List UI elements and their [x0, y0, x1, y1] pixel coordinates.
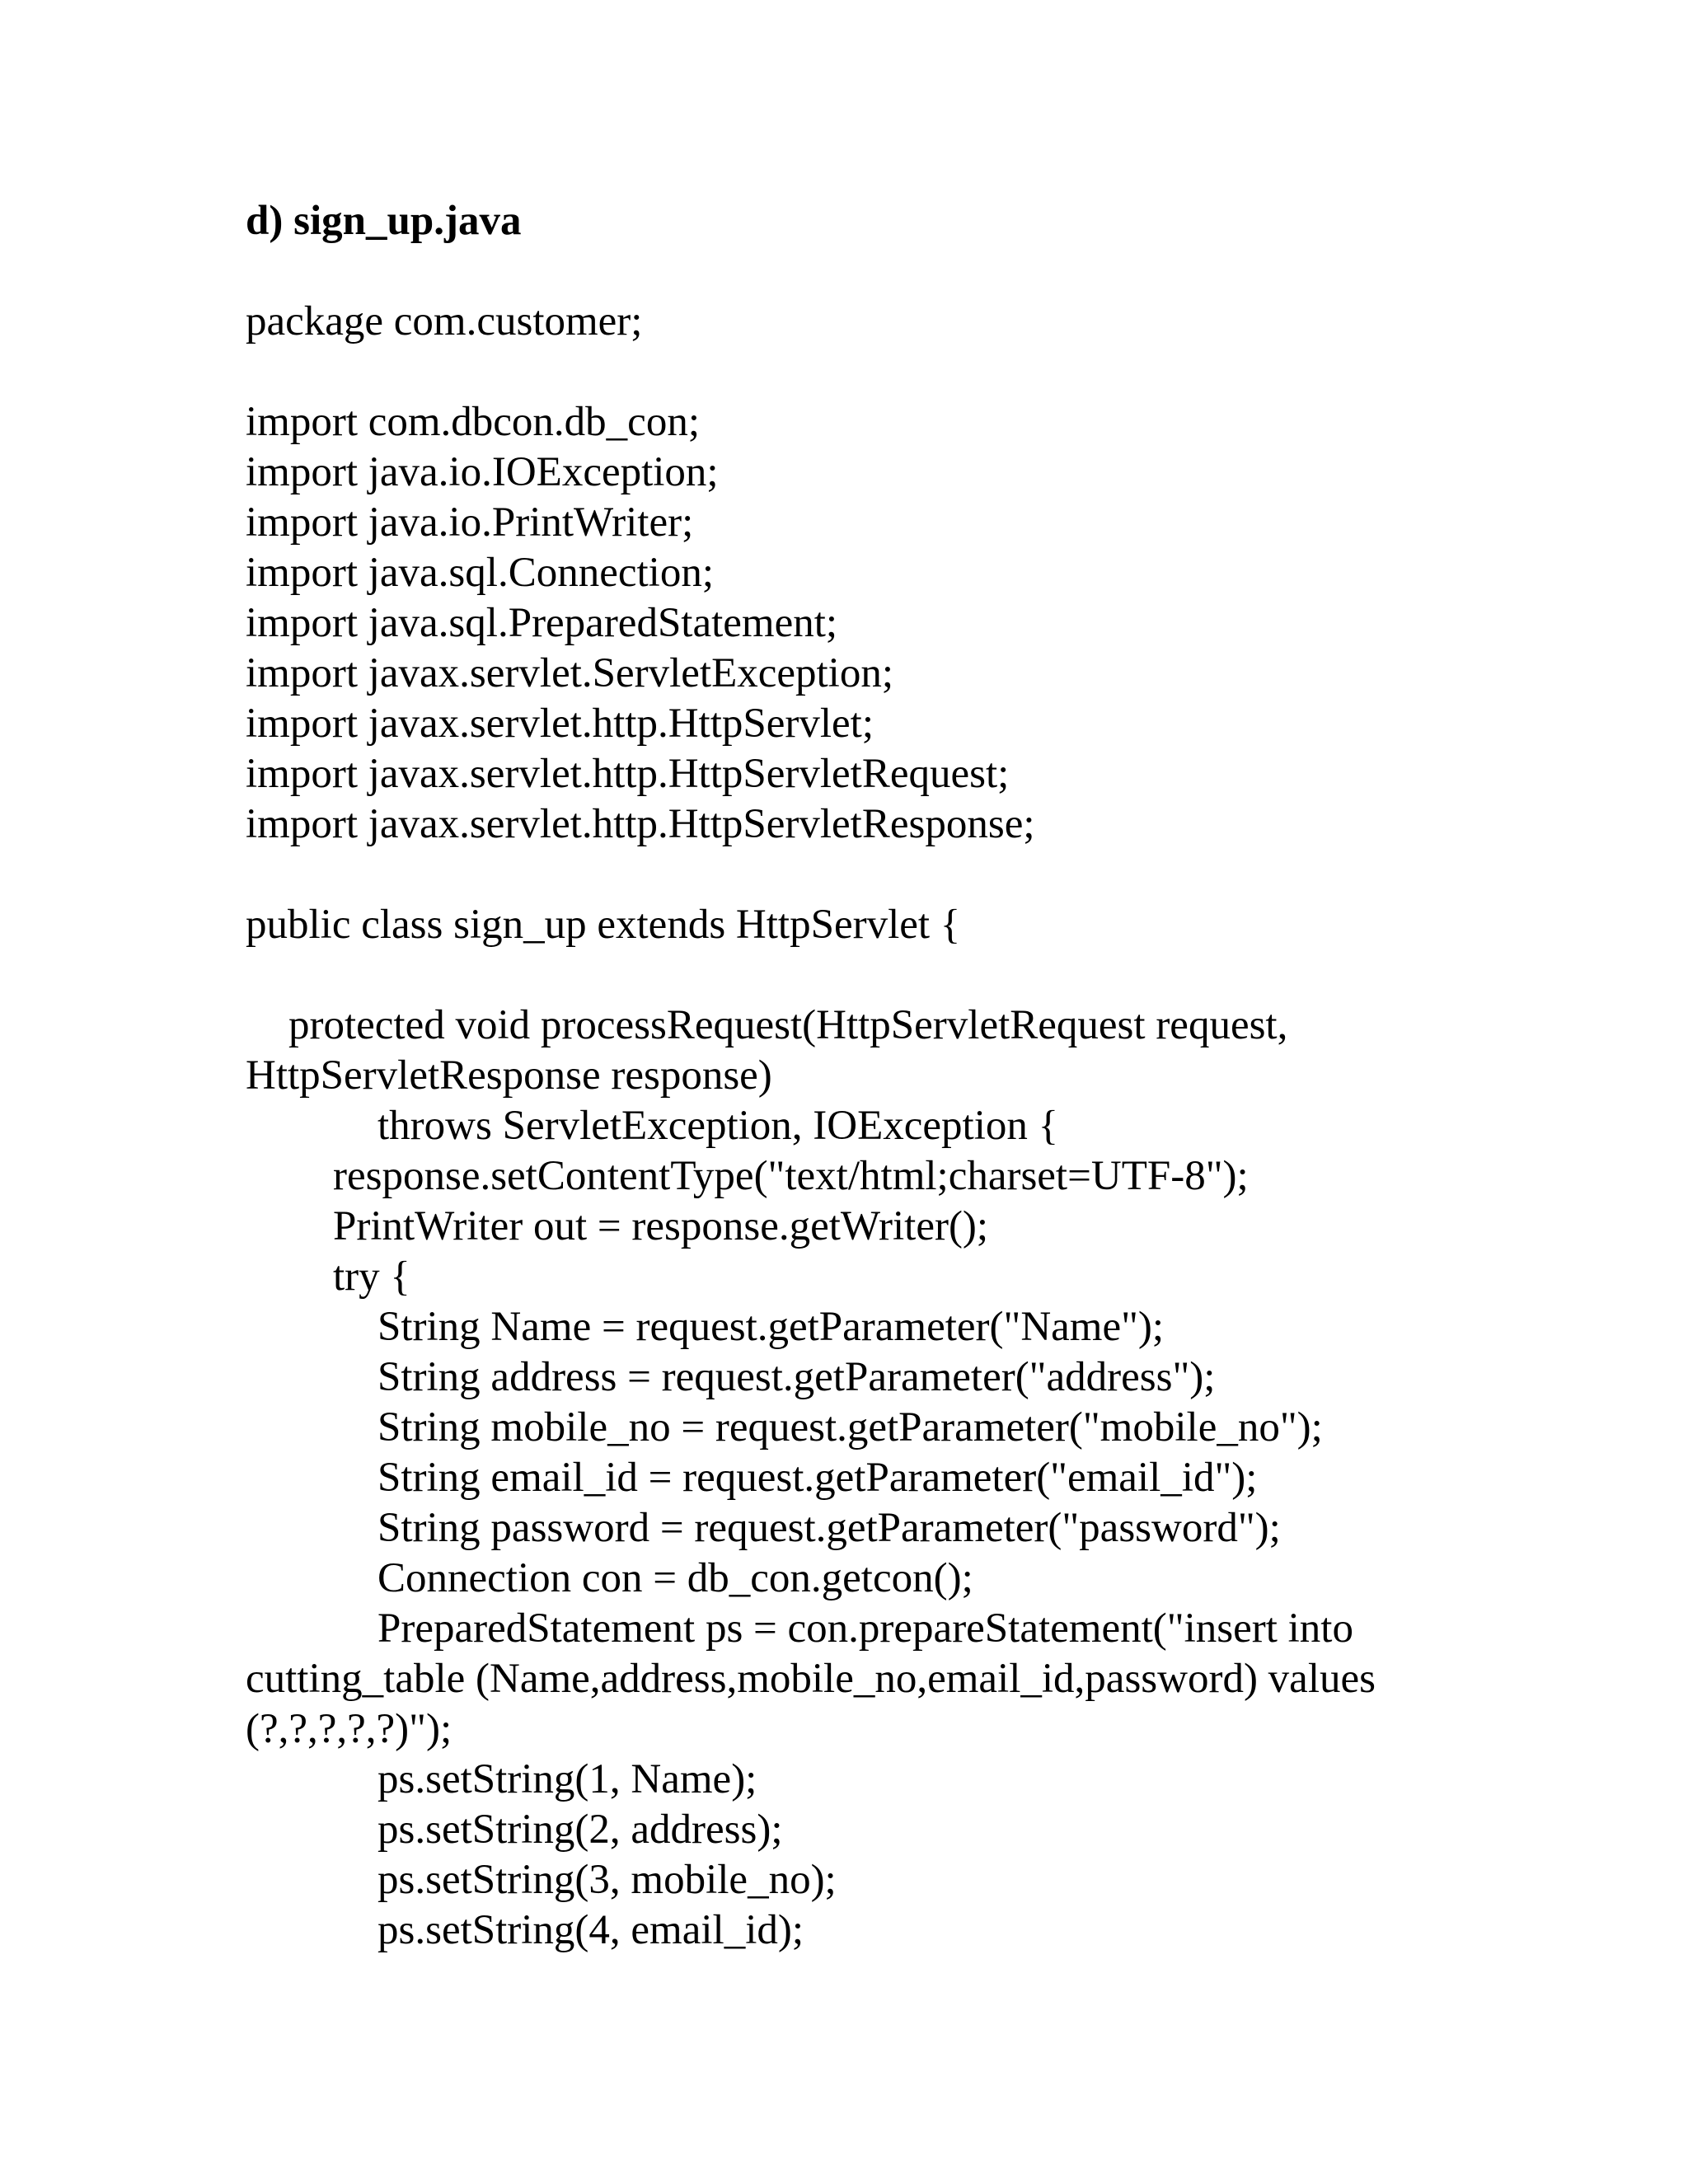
blank-line — [246, 850, 1465, 900]
code-line: import java.sql.PreparedStatement; — [246, 600, 838, 646]
code-line: import java.sql.Connection; — [246, 550, 714, 596]
code-line: HttpServletResponse response) — [246, 1052, 772, 1099]
code-line: String Name = request.getParameter("Name"); — [377, 1304, 1165, 1350]
code-line: PrintWriter out = response.getWriter(); — [333, 1203, 989, 1249]
blank-line — [246, 950, 1465, 1001]
code-line: import java.io.IOException; — [246, 449, 719, 495]
code-line: String address = request.getParameter("address"); — [377, 1354, 1216, 1400]
code-line: import javax.servlet.http.HttpServletResponse; — [246, 801, 1035, 847]
code-line: import java.io.PrintWriter; — [246, 499, 694, 546]
code-line: cutting_table (Name,address,mobile_no,email_id,password) values — [246, 1656, 1376, 1702]
code-line: (?,?,?,?,?)"); — [246, 1706, 452, 1752]
code-line: import javax.servlet.http.HttpServletRequest; — [246, 751, 1010, 797]
code-line: protected void processRequest(HttpServletRequest request, — [288, 1002, 1288, 1048]
code-line: String email_id = request.getParameter("email_id"); — [377, 1455, 1258, 1501]
code-line: Connection con = db_con.getcon(); — [377, 1555, 973, 1601]
code-line: try { — [333, 1254, 410, 1300]
section-heading: d) sign_up.java — [246, 198, 522, 244]
code-line: import javax.servlet.http.HttpServlet; — [246, 701, 874, 747]
code-line: ps.setString(3, mobile_no); — [377, 1857, 837, 1903]
code-line: import javax.servlet.ServletException; — [246, 650, 894, 696]
code-line: response.setContentType("text/html;charset=UTF-8"); — [333, 1153, 1249, 1199]
code-listing — [246, 297, 1465, 1956]
code-line: String password = request.getParameter("password"); — [377, 1505, 1281, 1551]
code-line: public class sign_up extends HttpServlet { — [246, 902, 961, 948]
code-line: ps.setString(2, address); — [377, 1807, 783, 1853]
code-line: ps.setString(4, email_id); — [377, 1907, 804, 1953]
blank-line — [246, 347, 1465, 397]
code-line: throws ServletException, IOException { — [377, 1103, 1059, 1149]
code-line: String mobile_no = request.getParameter("mobile_no"); — [377, 1404, 1323, 1451]
code-line: package com.customer; — [246, 298, 643, 344]
code-line: PreparedStatement ps = con.prepareStatement("insert into — [377, 1605, 1353, 1652]
code-line: import com.dbcon.db_con; — [246, 399, 700, 445]
code-line: ps.setString(1, Name); — [377, 1756, 757, 1802]
